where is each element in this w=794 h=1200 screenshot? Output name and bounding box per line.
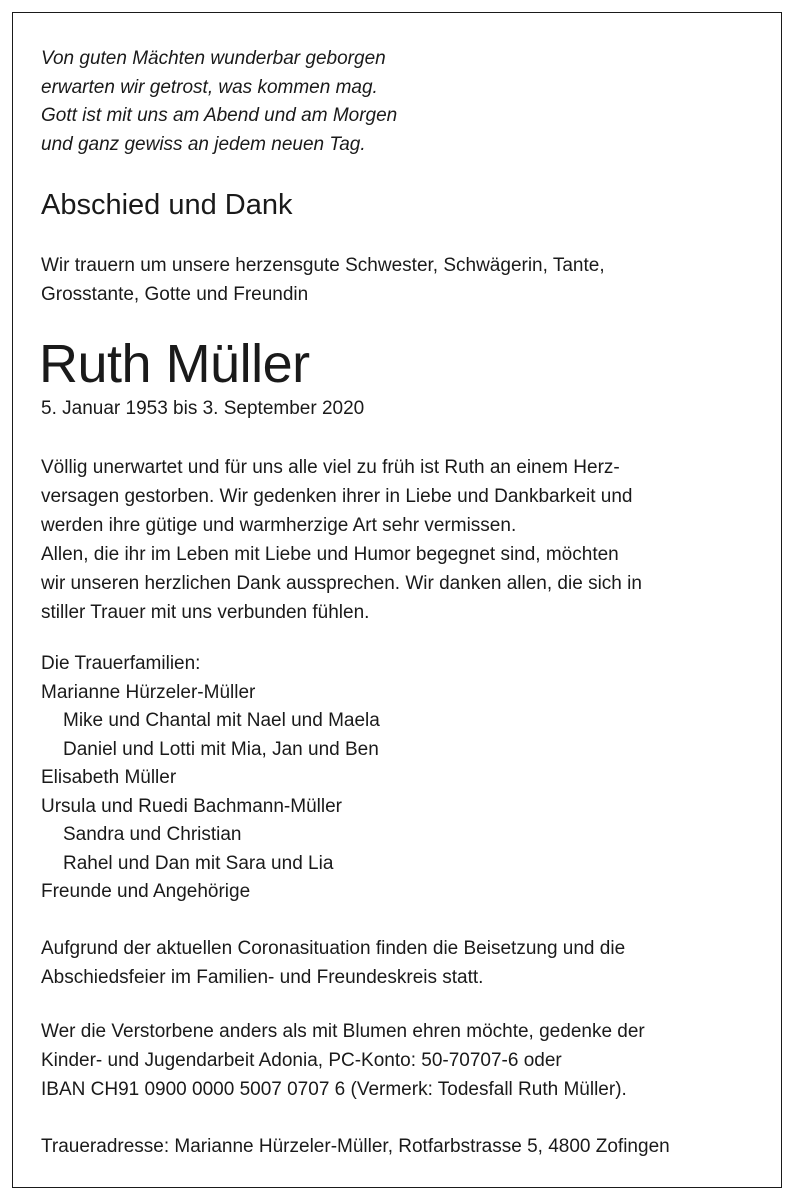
intro-line: Grosstante, Gotte und Freundin <box>41 284 309 305</box>
message-line: Völlig unerwartet und für uns alle viel zu früh ist Ruth an einem Herz- <box>41 457 620 478</box>
poem-line: erwarten wir getrost, was kommen mag. <box>41 76 378 98</box>
donation-line: IBAN CH91 0900 0000 5007 0707 6 (Vermerk: Todesfall Ruth Müller). <box>41 1079 627 1100</box>
poem-verse <box>41 45 397 159</box>
donation-info <box>41 1017 645 1104</box>
message-text <box>41 453 642 627</box>
funeral-notice <box>41 934 625 992</box>
poem-line: Von guten Mächten wunderbar geborgen <box>41 48 386 69</box>
family-list <box>41 650 380 907</box>
message-line: versagen gestorben. Wir gedenken ihrer in Liebe und Dankbarkeit und <box>41 486 633 507</box>
poem-line: und ganz gewiss an jedem neuen Tag. <box>41 133 366 155</box>
life-dates: 5. Januar 1953 bis 3. September 2020 <box>41 398 365 419</box>
heading-abschied: Abschied und Dank <box>41 189 293 221</box>
message-line: wir unseren herzlichen Dank aussprechen. Wir danken allen, die sich in <box>41 573 642 594</box>
family-member: Freunde und Angehörige <box>41 881 251 902</box>
family-member: Rahel und Dan mit Sara und Lia <box>63 852 334 874</box>
message-line: werden ihre gütige und warmherzige Art sehr vermissen. <box>41 515 517 536</box>
family-member: Sandra und Christian <box>63 824 242 845</box>
mourning-address: Traueradresse: Marianne Hürzeler-Müller, Rotfarbstrasse 5, 4800 Zofingen <box>41 1136 670 1157</box>
message-line: stiller Trauer mit uns verbunden fühlen. <box>41 602 370 623</box>
family-member: Daniel und Lotti mit Mia, Jan und Ben <box>63 738 379 760</box>
family-title: Die Trauerfamilien: <box>41 653 201 674</box>
notice-line: Abschiedsfeier im Familien- und Freundeskreis statt. <box>41 967 484 988</box>
donation-line: Kinder- und Jugendarbeit Adonia, PC-Konto: 50-70707-6 oder <box>41 1050 562 1071</box>
notice-line: Aufgrund der aktuellen Coronasituation finden die Beisetzung und die <box>41 938 626 959</box>
intro-line: Wir trauern um unsere herzensgute Schwester, Schwägerin, Tante, <box>41 255 605 276</box>
donation-line: Wer die Verstorbene anders als mit Blumen ehren möchte, gedenke der <box>41 1021 645 1042</box>
deceased-name: Ruth Müller <box>39 334 310 394</box>
message-line: Allen, die ihr im Leben mit Liebe und Humor begegnet sind, möchten <box>41 544 619 565</box>
family-member: Marianne Hürzeler-Müller <box>41 681 256 703</box>
intro-text <box>41 251 605 309</box>
family-member: Ursula und Ruedi Bachmann-Müller <box>41 795 342 817</box>
family-member: Elisabeth Müller <box>41 767 177 788</box>
poem-line: Gott ist mit uns am Abend und am Morgen <box>41 105 398 126</box>
family-member: Mike und Chantal mit Nael und Maela <box>63 710 380 731</box>
